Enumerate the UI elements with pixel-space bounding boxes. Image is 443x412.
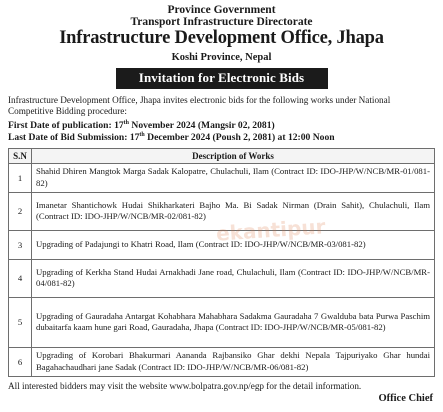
submission-date-label: Last Date of Bid Submission: xyxy=(8,132,128,144)
submission-date-suffix: th xyxy=(139,131,145,138)
notice-header xyxy=(8,4,435,63)
row-sn: 2 xyxy=(9,192,32,230)
row-description: Imanetar Shantichowk Hudai Shikharkateri Bajho Ma. Bi Sadak Nirman (Drain Sahit), Chulachuli, Ilam (Contract ID: IDO-JHP/W/NCB/MR-02/081-82) xyxy=(32,192,435,230)
location-subtitle: Koshi Province, Nepal xyxy=(171,51,272,63)
row-sn: 6 xyxy=(9,347,32,376)
table-row xyxy=(9,297,435,347)
publication-date-suffix: th xyxy=(123,119,130,126)
table-row xyxy=(9,347,435,376)
row-description: Upgrading of Padajungi to Khatri Road, Ilam (Contract ID: IDO-JHP/W/NCB/MR-03/081-82) xyxy=(32,230,435,259)
watermark: ekantipur xyxy=(215,214,327,246)
row-sn: 1 xyxy=(9,163,32,192)
row-description: Upgrading of Kerkha Stand Hudai Arnakhadi Jane road, Chulachuli, Ilam (Contract ID: IDO-JHP/W/NCB/MR-04/081-82) xyxy=(32,259,435,297)
row-description: Upgrading of Korobari Bhakurmari Aananda Rajbansiko Ghar dekhi Nepala Tajpuriyako Ghar hundai Bagahachaudhari jane Sadak (Contract ID: IDO-JHP/W/NCB/MR-06/081-82) xyxy=(32,347,435,376)
publication-date xyxy=(8,120,435,132)
submission-date xyxy=(8,132,435,144)
bid-dates xyxy=(8,120,435,145)
directorate-heading: Transport Infrastructure Directorate xyxy=(130,16,313,29)
row-sn: 3 xyxy=(9,230,32,259)
works-table xyxy=(8,148,435,377)
publication-date-label: First Date of publication: xyxy=(8,119,112,131)
row-description: Upgrading of Gauradaha Antargat Kohabhara Mahabhara Sadakma Gauradaha 7 Gwalduba bata Purwa Paschim dubaitarfa kaam hune gari Road, Gauradaha, Jhapa (Contract ID: IDO-JHP/W/NCB/MR-05/081-82) xyxy=(32,297,435,347)
footer-note: All interested bidders may visit the website www.bolpatra.gov.np/egp for the detail information. xyxy=(8,380,362,391)
publication-date-rest: November 2024 (Mangsir 02, 2081) xyxy=(129,119,275,131)
row-description: Shahid Dhiren Mangtok Marga Sadak Kalopatre, Chulachuli, Ilam (Contract ID: IDO-JHP/W/NCB/MR-01/081-82) xyxy=(32,163,435,192)
publication-date-day: 17 xyxy=(111,119,124,131)
intro-paragraph: Infrastructure Development Office, Jhapa invites electronic bids for the following works under National Competitive Bidding procedure: xyxy=(8,94,391,117)
submission-date-rest: December 2024 (Poush 2, 2081) at 12:00 Noon xyxy=(144,132,335,144)
signature-title: Office Chief xyxy=(378,393,433,404)
table-row xyxy=(9,163,435,192)
invitation-banner: Invitation for Electronic Bids xyxy=(116,68,328,89)
description-header: Description of Works xyxy=(32,148,435,163)
table-row xyxy=(9,259,435,297)
province-heading: Province Government xyxy=(167,4,276,16)
submission-date-day: 17 xyxy=(127,132,140,144)
sn-header: S.N xyxy=(9,148,32,163)
office-title: Infrastructure Development Office, Jhapa xyxy=(59,28,384,49)
row-sn: 4 xyxy=(9,259,32,297)
row-sn: 5 xyxy=(9,297,32,347)
table-header-row xyxy=(9,148,435,163)
